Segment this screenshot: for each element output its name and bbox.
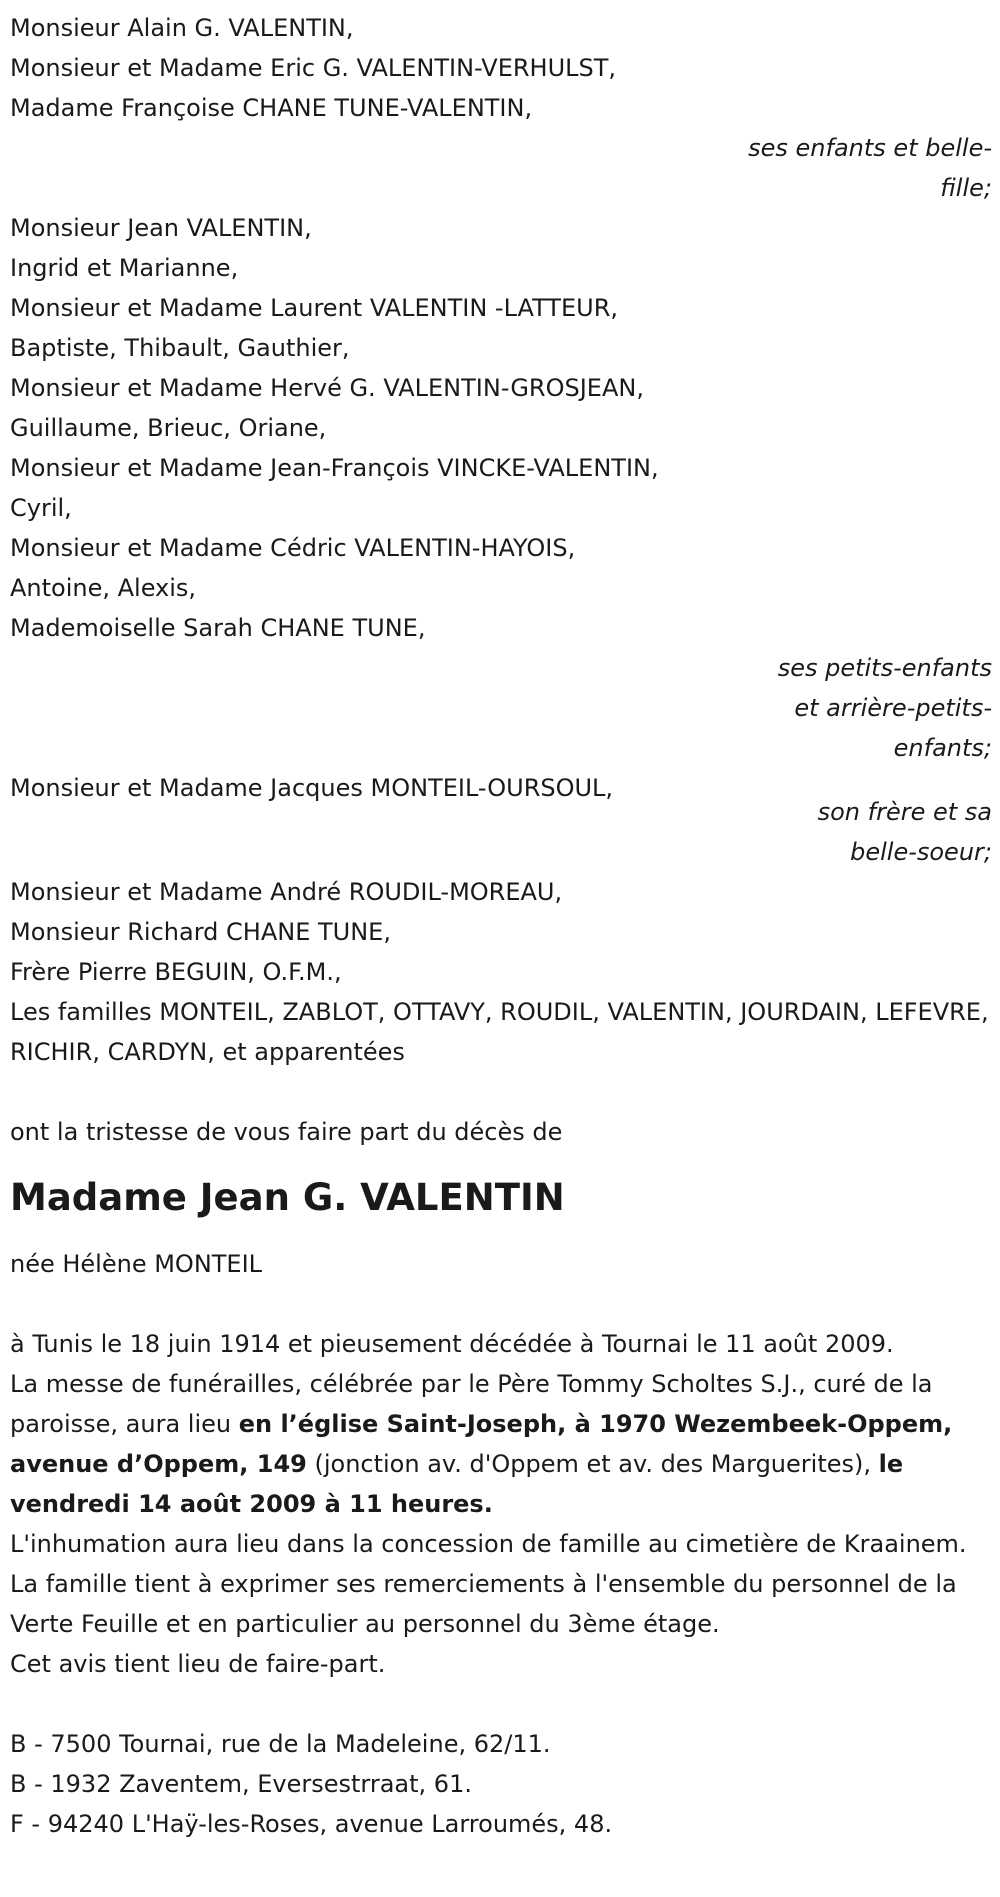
mass-date-text: le vendredi 14 août 2009 à 11 heures. <box>10 1450 904 1518</box>
deceased-name: Madame Jean G. VALENTIN <box>10 1176 565 1219</box>
family-member-line: Cyril, <box>10 494 72 522</box>
mass-location-text: en l’église Saint-Joseph, à 1970 Wezembeek-Oppem, avenue d’Oppem, 149 <box>10 1410 953 1478</box>
family-member-line: Les familles MONTEIL, ZABLOT, OTTAVY, ROUDIL, VALENTIN, JOURDAIN, LEFEVRE, RICHIR, CARDYN, et apparentées <box>10 998 989 1066</box>
family-member-line: Monsieur et Madame Hervé G. VALENTIN-GROSJEAN, <box>10 374 644 402</box>
family-member-line: Monsieur Alain G. VALENTIN, <box>10 14 354 42</box>
obituary-notice <box>10 8 992 1844</box>
birth-death-text: à Tunis le 18 juin 1914 et pieusement décédée à Tournai le 11 août 2009. <box>10 1330 894 1358</box>
family-member-line: Monsieur et Madame Laurent VALENTIN -LATTEUR, <box>10 294 619 322</box>
relation-label-grandchildren: ses petits-enfants et arrière-petits-enfants; <box>777 654 992 762</box>
children-list <box>10 8 992 128</box>
spacer <box>10 1072 992 1112</box>
family-member-line: Monsieur Richard CHANE TUNE, <box>10 918 391 946</box>
address-line: F - 94240 L'Haÿ-les-Roses, avenue Larroumés, 48. <box>10 1810 613 1838</box>
family-member-line: Madame Françoise CHANE TUNE-VALENTIN, <box>10 94 533 122</box>
spacer <box>10 1284 992 1324</box>
mass-junction-text: (jonction av. d'Oppem et av. des Marguerites), <box>306 1450 879 1478</box>
family-member-line: Frère Pierre BEGUIN, O.F.M., <box>10 958 342 986</box>
family-member-line: Ingrid et Marianne, <box>10 254 239 282</box>
other-relatives-list <box>10 872 992 1072</box>
grandchildren-list <box>10 208 992 648</box>
family-member-line: Baptiste, Thibault, Gauthier, <box>10 334 350 362</box>
family-member-line: Monsieur et Madame Cédric VALENTIN-HAYOIS, <box>10 534 576 562</box>
sibling-list <box>10 768 992 872</box>
thanks-text: La famille tient à exprimer ses remerciements à l'ensemble du personnel de la Verte Feuille et en particulier au personnel du 3ème étage. <box>10 1570 957 1638</box>
family-member-line: Monsieur et Madame Jacques MONTEIL-OURSOUL, <box>10 774 614 802</box>
burial-text: L'inhumation aura lieu dans la concession de famille au cimetière de Kraainem. <box>10 1530 967 1558</box>
spacer <box>10 1684 992 1724</box>
address-list <box>10 1724 992 1844</box>
notice-text: Cet avis tient lieu de faire-part. <box>10 1650 386 1678</box>
mass-intro-text: La messe de funérailles, célébrée par le Père Tommy Scholtes S.J., curé de la paroisse, aura lieu <box>10 1370 933 1438</box>
address-line: B - 1932 Zaventem, Eversestrraat, 61. <box>10 1770 472 1798</box>
address-line: B - 7500 Tournai, rue de la Madeleine, 62/11. <box>10 1730 551 1758</box>
maiden-name: née Hélène MONTEIL <box>10 1250 263 1278</box>
family-member-line: Antoine, Alexis, <box>10 574 197 602</box>
family-member-line: Guillaume, Brieuc, Oriane, <box>10 414 327 442</box>
family-member-line: Monsieur et Madame Eric G. VALENTIN-VERHULST, <box>10 54 617 82</box>
family-member-line: Monsieur et Madame André ROUDIL-MOREAU, <box>10 878 563 906</box>
relation-label-sibling: son frère et sa belle-soeur; <box>817 798 992 866</box>
announcement-text: ont la tristesse de vous faire part du décès de <box>10 1118 563 1146</box>
family-member-line: Monsieur Jean VALENTIN, <box>10 214 312 242</box>
relation-label-children: ses enfants et belle-fille; <box>748 134 992 202</box>
family-member-line: Monsieur et Madame Jean-François VINCKE-VALENTIN, <box>10 454 659 482</box>
mass-paragraph <box>10 1364 992 1524</box>
family-member-line: Mademoiselle Sarah CHANE TUNE, <box>10 614 426 642</box>
funeral-details <box>10 1324 992 1684</box>
